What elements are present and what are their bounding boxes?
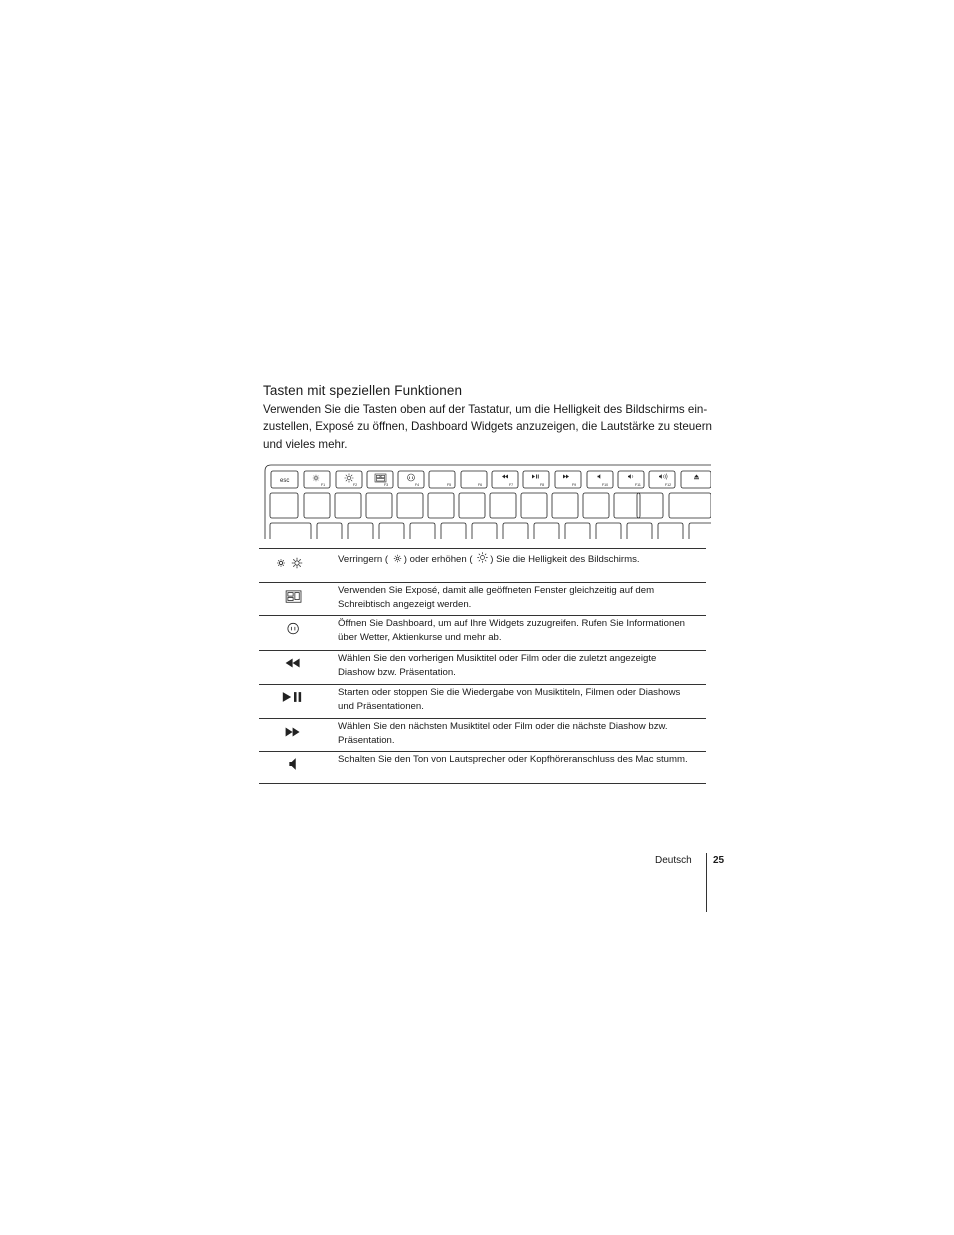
eject-key-icon (694, 475, 699, 480)
expose-icon (264, 590, 324, 604)
key-f6 (461, 471, 487, 488)
volume-up-key-icon (659, 474, 662, 479)
key-f5 (429, 471, 455, 488)
dashboard-icon (264, 622, 324, 636)
feature-description: Verwenden Sie Exposé, damit alle geöffneten Fenster gleichzeitig auf dem Schreibtisch angezeigt werden. (338, 585, 655, 610)
esc-label: esc (280, 478, 290, 484)
key-f9 (555, 471, 581, 488)
table-row (259, 650, 706, 685)
expose-key-icon (375, 474, 386, 482)
intro-paragraph (263, 401, 712, 453)
fast-forward-key-icon (563, 475, 569, 479)
table-row (259, 548, 706, 583)
brightness-down-icon (392, 553, 403, 564)
svg-text:F9: F9 (572, 483, 577, 487)
intro-line: Verwenden Sie die Tasten oben auf der Tastatur, um die Helligkeit des Bildschirms ein- (263, 403, 708, 416)
feature-description: Öffnen Sie Dashboard, um auf Ihre Widgets zuzugreifen. Rufen Sie Informationen über Wetter, Aktienkurse und mehr ab. (338, 618, 685, 643)
play-pause-icon (264, 690, 324, 704)
table-row (259, 751, 706, 784)
feature-description: Starten oder stoppen Sie die Wiedergabe von Musiktiteln, Filmen oder Diashows und Präsentationen. (338, 687, 681, 712)
brightness-up-icon (345, 474, 354, 483)
svg-text:F11: F11 (635, 483, 641, 487)
feature-description: Wählen Sie den nächsten Musiktitel oder Film oder die nächste Diashow bzw. Präsentation. (338, 721, 668, 746)
table-row (259, 718, 706, 752)
play-pause-key-icon (532, 475, 539, 479)
brightness-up-icon (476, 551, 489, 564)
dashboard-key-icon (408, 474, 415, 481)
svg-text:F7: F7 (509, 483, 514, 487)
table-row (259, 582, 706, 616)
fast-forward-icon (264, 725, 324, 739)
key-f10 (587, 471, 613, 488)
svg-text:F12: F12 (665, 483, 672, 487)
table-row (259, 615, 706, 651)
svg-text:F1: F1 (321, 483, 326, 487)
feature-description: Wählen Sie den vorherigen Musiktitel oder Film oder die zuletzt angezeigte Diashow bzw. Präsentation. (338, 653, 657, 678)
brightness-down-up-icons (264, 556, 324, 570)
key-f4 (398, 471, 424, 488)
key-f3 (367, 471, 393, 488)
rewind-icon (264, 656, 324, 670)
key-f1 (304, 471, 330, 488)
mute-icon (264, 757, 324, 771)
svg-text:F2: F2 (353, 483, 358, 487)
keyboard-illustration (263, 463, 711, 539)
rewind-key-icon (502, 475, 508, 479)
key-f8 (523, 471, 549, 488)
table-row (259, 684, 706, 719)
feature-description: Schalten Sie den Ton von Lautsprecher oder Kopfhöreranschluss des Mac stumm. (338, 754, 688, 765)
key-f7 (492, 471, 518, 488)
svg-text:F5: F5 (447, 483, 452, 487)
section-title: Tasten mit speziellen Funktionen (263, 383, 463, 398)
key-f12 (649, 471, 675, 488)
volume-down-key-icon (628, 474, 631, 479)
eject-key (681, 471, 711, 488)
svg-text:F4: F4 (415, 483, 420, 487)
svg-text:F3: F3 (384, 483, 389, 487)
svg-text:F6: F6 (478, 483, 483, 487)
intro-line: und vieles mehr. (263, 437, 348, 451)
brightness-down-icon (313, 475, 319, 481)
intro-line: zustellen, Exposé zu öffnen, Dashboard Widgets anzuzeigen, die Lautstärke zu steuern (263, 420, 712, 434)
footer-divider (706, 853, 707, 912)
page-number: 25 (713, 855, 725, 866)
mute-key-icon (598, 474, 601, 479)
svg-text:F10: F10 (602, 483, 609, 487)
svg-text:F8: F8 (540, 483, 545, 487)
feature-description: Verringern ( ) oder erhöhen ( ) Sie die Helligkeit des Bildschirms. (338, 551, 702, 567)
footer-language: Deutsch (655, 855, 692, 866)
